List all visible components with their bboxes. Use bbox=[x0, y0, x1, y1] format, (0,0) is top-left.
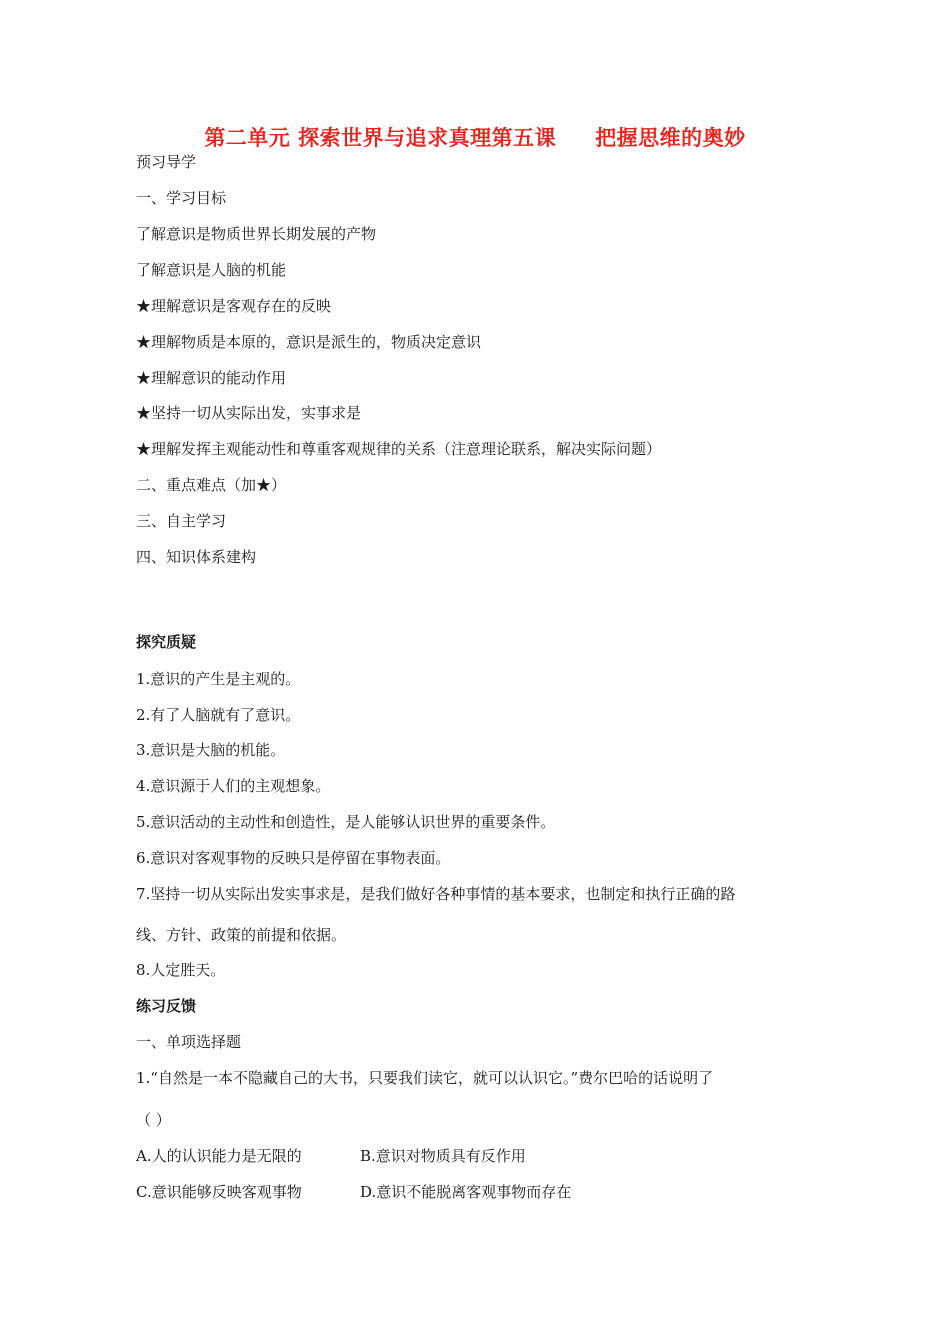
question-1-stem: 1.“自然是一本不隐藏自己的大书，只要我们读它，就可以认识它。”费尔巴哈的话说明了 bbox=[136, 1069, 714, 1087]
self-study-heading: 三、自主学习 bbox=[136, 512, 227, 530]
inquiry-item: 7.坚持一切从实际出发实事求是，是我们做好各种事情的基本要求，也制定和执行正确的路 bbox=[136, 885, 736, 903]
key-points-heading: 二、重点难点（加★） bbox=[136, 476, 287, 494]
objectives-heading: 一、学习目标 bbox=[136, 189, 227, 207]
option-c: C.意识能够反映客观事物 bbox=[136, 1183, 302, 1201]
objective-item: 了解意识是人脑的机能 bbox=[136, 261, 287, 279]
preview-heading: 预习导学 bbox=[136, 153, 197, 171]
inquiry-item: 8.人定胜天。 bbox=[136, 961, 226, 979]
objective-item: ★理解意识是客观存在的反映 bbox=[136, 297, 332, 315]
objective-item: ★坚持一切从实际出发，实事求是 bbox=[136, 404, 362, 422]
objective-item: 了解意识是物质世界长期发展的产物 bbox=[136, 225, 377, 243]
inquiry-item: 5.意识活动的主动性和创造性，是人能够认识世界的重要条件。 bbox=[136, 813, 556, 831]
inquiry-item: 1.意识的产生是主观的。 bbox=[136, 670, 301, 688]
practice-heading: 练习反馈 bbox=[136, 997, 197, 1015]
question-1-blank: （ ） bbox=[136, 1111, 171, 1129]
inquiry-item: 2.有了人脑就有了意识。 bbox=[136, 706, 301, 724]
option-b: B.意识对物质具有反作用 bbox=[360, 1147, 526, 1165]
inquiry-item: 3.意识是大脑的机能。 bbox=[136, 741, 286, 759]
objective-item: ★理解物质是本原的，意识是派生的，物质决定意识 bbox=[136, 333, 482, 351]
inquiry-item: 线、方针、政策的前提和依据。 bbox=[136, 926, 347, 944]
inquiry-item: 6.意识对客观事物的反映只是停留在事物表面。 bbox=[136, 849, 451, 867]
page-title: 第二单元 探索世界与追求真理第五课 把握思维的奥妙 bbox=[204, 126, 746, 150]
objective-item: ★理解发挥主观能动性和尊重客观规律的关系（注意理论联系，解决实际问题） bbox=[136, 440, 662, 458]
inquiry-heading: 探究质疑 bbox=[136, 633, 197, 651]
objective-item: ★理解意识的能动作用 bbox=[136, 369, 287, 387]
question-section-heading: 一、单项选择题 bbox=[136, 1033, 242, 1051]
inquiry-item: 4.意识源于人们的主观想象。 bbox=[136, 777, 331, 795]
knowledge-heading: 四、知识体系建构 bbox=[136, 548, 257, 566]
option-d: D.意识不能脱离客观事物而存在 bbox=[360, 1183, 572, 1201]
option-a: A.人的认识能力是无限的 bbox=[136, 1147, 302, 1165]
